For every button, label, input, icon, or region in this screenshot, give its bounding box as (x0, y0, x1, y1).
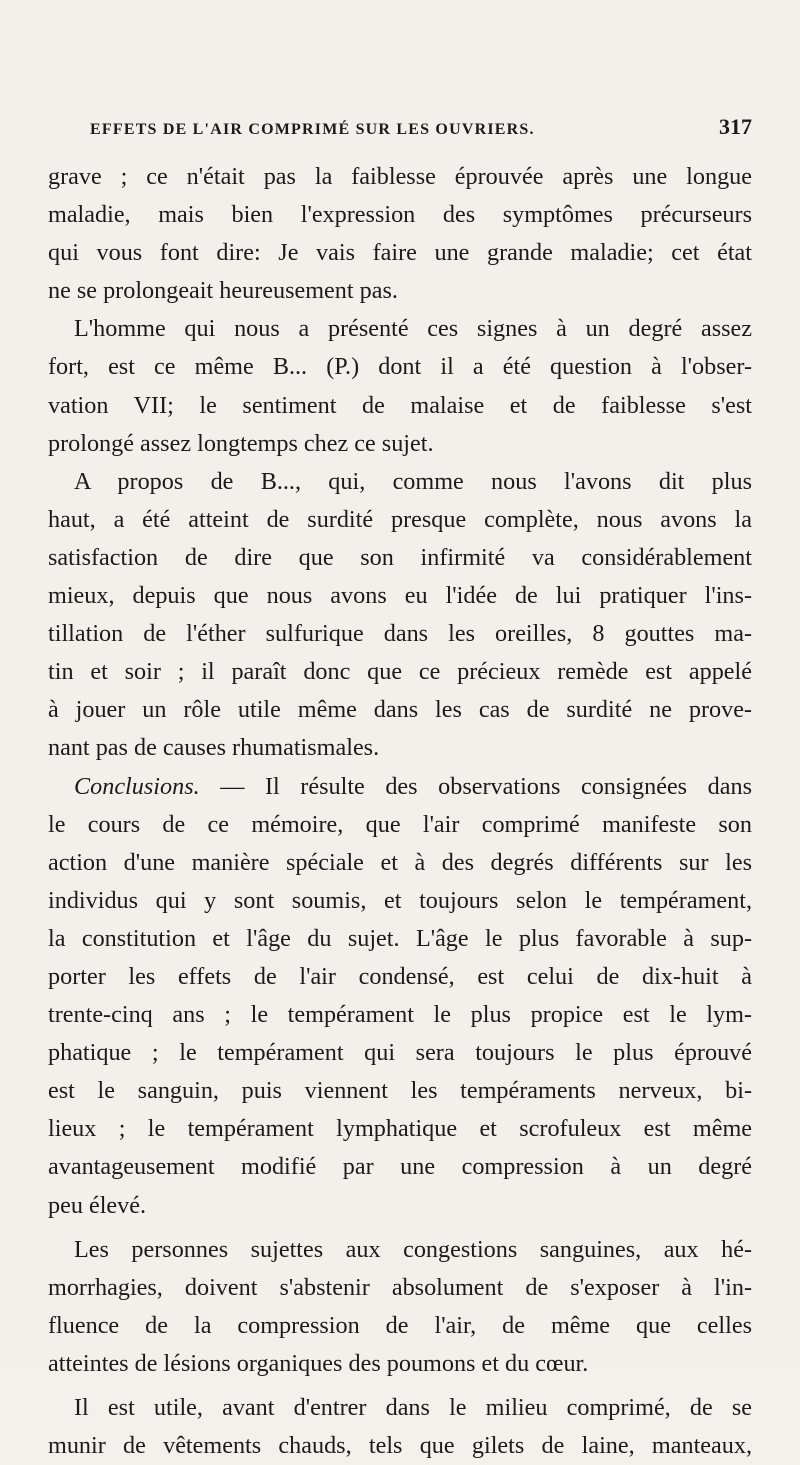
text-line: L'homme qui nous a présenté ces signes à un degré assez (74, 315, 752, 343)
text-line: maladie, mais bien l'expression des symptômes précurseurs (48, 201, 752, 229)
text-line: atteintes de lésions organiques des poumons et du cœur. (48, 1349, 589, 1377)
text-line (48, 768, 752, 806)
text-line: individus qui y sont soumis, et toujours selon le tempérament, (48, 886, 752, 914)
text-line: satisfaction de dire que son infirmité va considérablement (48, 543, 752, 571)
text-line: A propos de B..., qui, comme nous l'avons dit plus (74, 467, 752, 495)
text-line: avantageusement modifié par une compression à un degré (48, 1153, 752, 1181)
section-lead: Conclusions. (74, 772, 200, 800)
text-line: ne se prolongeait heureusement pas. (48, 277, 398, 305)
text-line: est le sanguin, puis viennent les tempéraments nerveux, bi- (48, 1077, 752, 1105)
text-line: mieux, depuis que nous avons eu l'idée de lui pratiquer l'ins- (48, 582, 752, 610)
text-line: tin et soir ; il paraît donc que ce précieux remède est appelé (48, 658, 752, 686)
text-line: Il est utile, avant d'entrer dans le milieu comprimé, de se (74, 1394, 752, 1421)
body-text (48, 158, 752, 1465)
text-line: morrhagies, doivent s'abstenir absolument de s'exposer à l'in- (48, 1273, 752, 1301)
page-number: 317 (719, 114, 752, 139)
text-line: fluence de la compression de l'air, de même que celles (48, 1311, 752, 1339)
text-line: grave ; ce n'était pas la faiblesse éprouvée après une longue (48, 163, 752, 190)
text-line: nant pas de causes rhumatismales. (48, 734, 380, 762)
text-line-rest: — Il résulte des observations consignées dans (199, 772, 752, 800)
text-line: porter les effets de l'air condensé, est celui de dix-huit à (48, 962, 752, 990)
running-head: EFFETS DE L'AIR COMPRIMÉ SUR LES OUVRIERS. (90, 121, 535, 138)
page-header (90, 114, 752, 140)
text-line: tillation de l'éther sulfurique dans les oreilles, 8 gouttes ma- (48, 620, 752, 648)
text-line: Les personnes sujettes aux congestions sanguines, aux hé- (74, 1235, 752, 1263)
text-line: prolongé assez longtemps chez ce sujet. (48, 429, 434, 457)
text-line: qui vous font dire: Je vais faire une grande maladie; cet état (48, 239, 752, 267)
text-line: à jouer un rôle utile même dans les cas de surdité ne prove- (48, 696, 752, 724)
text-line: action d'une manière spéciale et à des degrés différents sur les (48, 848, 752, 876)
text-line: munir de vêtements chauds, tels que gilets de laine, manteaux, (48, 1432, 752, 1460)
text-line: fort, est ce même B... (P.) dont il a été question à l'obser- (48, 353, 752, 381)
text-line: le cours de ce mémoire, que l'air comprimé manifeste son (48, 810, 752, 838)
text-line: haut, a été atteint de surdité presque complète, nous avons la (48, 505, 752, 533)
text-line: trente-cinq ans ; le tempérament le plus propice est le lym- (48, 1001, 752, 1029)
text-line: peu élevé. (48, 1191, 147, 1219)
text-line: phatique ; le tempérament qui sera toujours le plus éprouvé (48, 1039, 752, 1067)
text-line: vation VII; le sentiment de malaise et de faiblesse s'est (48, 391, 752, 419)
text-line: lieux ; le tempérament lymphatique et scrofuleux est même (48, 1115, 752, 1143)
text-line: la constitution et l'âge du sujet. L'âge le plus favorable à sup- (48, 924, 752, 952)
